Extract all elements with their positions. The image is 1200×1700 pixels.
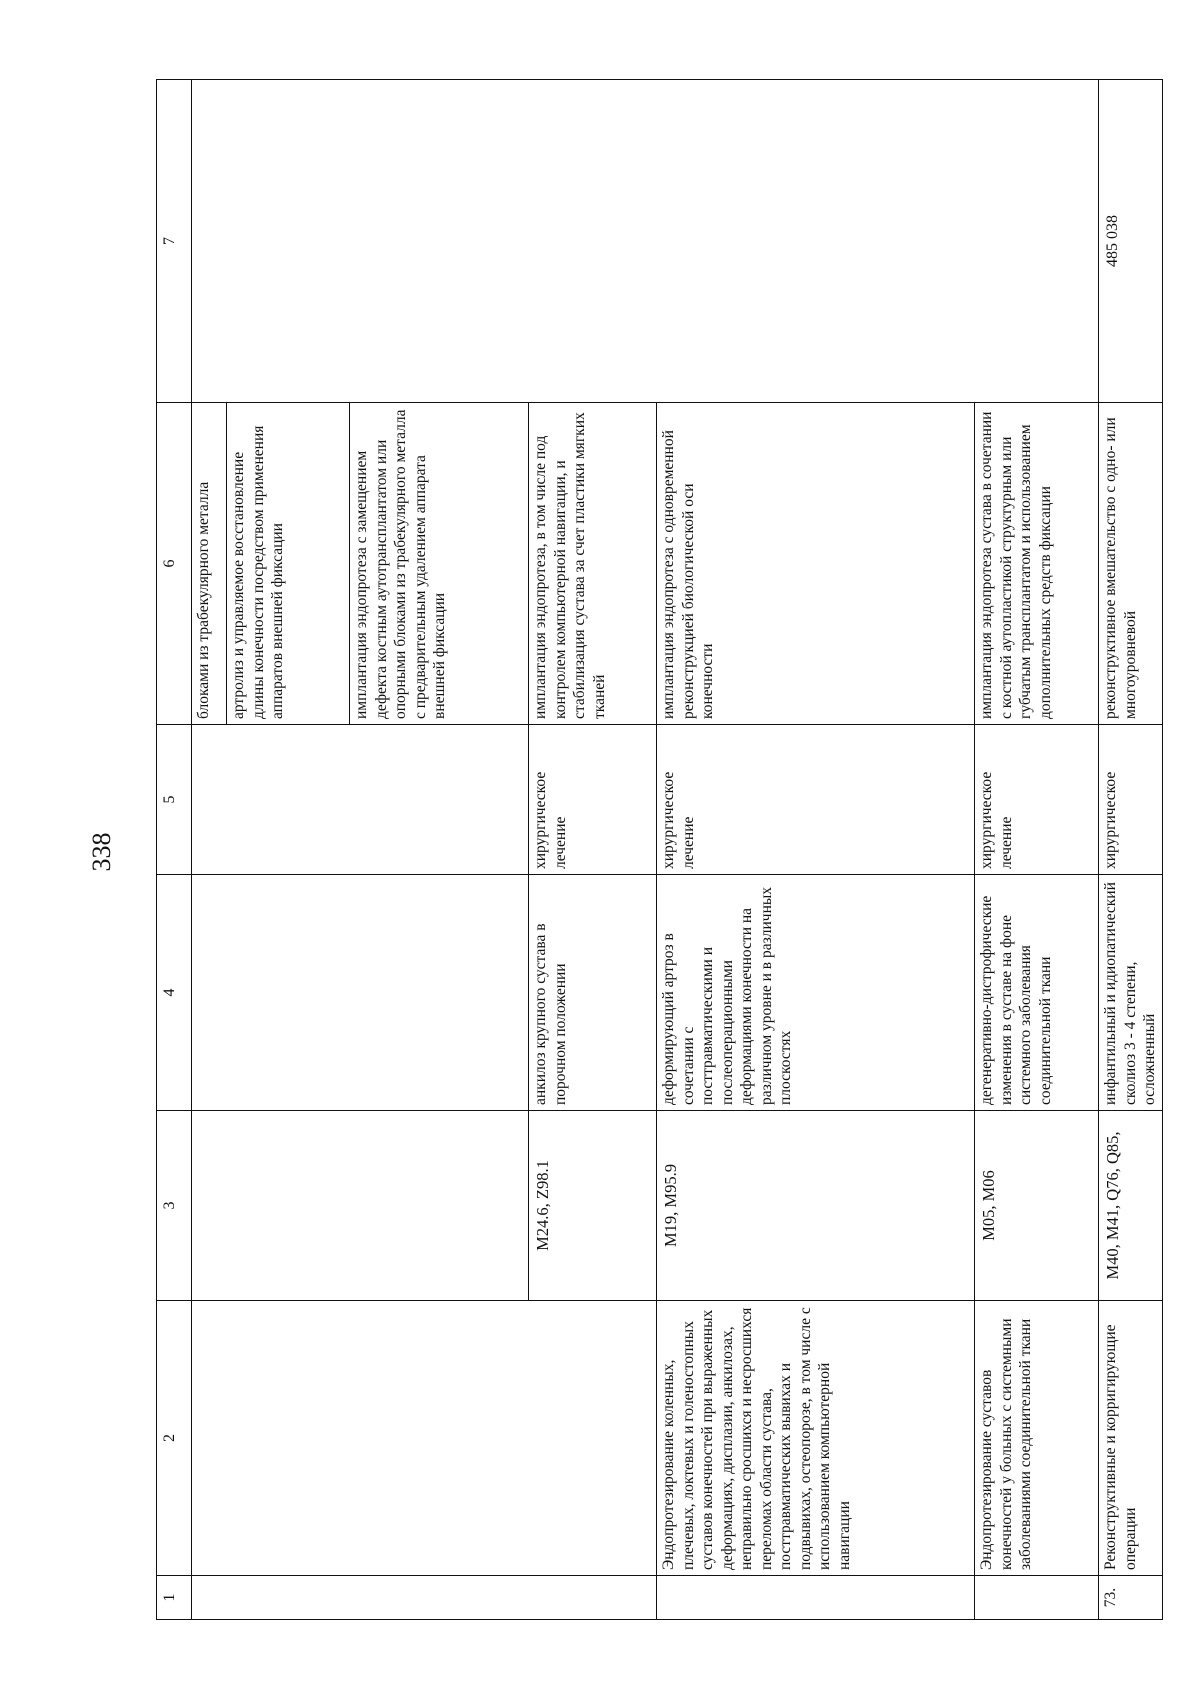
diagnosis-codes-cell: M19, M95.9	[657, 1111, 975, 1301]
method-cell: имплантация эндопротеза сустава в сочетании с костной аутопластикой структурным или губчатым трансплантатом и использованием дополнительных средств фиксации	[975, 403, 1099, 725]
procedures-table	[156, 79, 1163, 1620]
diagnosis-codes-cell	[192, 1111, 529, 1301]
column-header: 3	[157, 1111, 192, 1301]
patient-model-cell: анкилоз крупного сустава в порочном положении	[529, 875, 657, 1111]
row-number-cell	[657, 1576, 975, 1620]
row-number-cell	[975, 1576, 1099, 1620]
method-item: блоками из трабекулярного металла	[195, 481, 212, 719]
patient-model-cell	[192, 875, 529, 1111]
row-number-cell	[192, 1576, 657, 1620]
rotated-table-container	[156, 80, 1158, 1620]
table-row	[192, 80, 529, 1620]
page-number: 338	[87, 832, 116, 872]
patient-model-cell: дегенеративно-дистрофические изменения в суставе на фоне системного заболевания соединительной ткани	[975, 875, 1099, 1111]
column-header: 7	[157, 80, 192, 403]
price-cell	[192, 80, 1099, 403]
diagnosis-codes-cell: M24.6, Z98.1	[529, 1111, 657, 1301]
method-item: имплантация эндопротеза с замещением дефекта костным аутотрансплантатом или опорными блоками из трабекулярного металла с предварительным удалением аппарата внешней фиксации	[349, 403, 528, 724]
method-cell: имплантация эндопротеза, в том числе под контролем компьютерной навигации, и стабилизация сустава за счет пластики мягких тканей	[529, 403, 657, 725]
method-cell: реконструктивное вмешательство с одно- или многоуровневой	[1099, 403, 1163, 725]
column-header: 4	[157, 875, 192, 1111]
table-row	[1099, 80, 1163, 1620]
column-header: 1	[157, 1576, 192, 1620]
column-header: 6	[157, 403, 192, 725]
column-header: 2	[157, 1301, 192, 1576]
price-cell: 485 038	[1099, 80, 1163, 403]
procedure-name-cell	[192, 1301, 657, 1576]
patient-model-cell: деформирующий артроз в сочетании с посттравматическими и послеоперационными деформациями конечности на различном уровне и в различных плоскостях	[657, 875, 975, 1111]
diagnosis-codes-cell: M05, M06	[975, 1111, 1099, 1301]
method-item: артролиз и управляемое восстановление длины конечности посредством применения аппаратов внешней фиксации	[226, 403, 347, 724]
row-number-cell: 73.	[1099, 1576, 1163, 1620]
treatment-type-cell: хирургическое лечение	[529, 725, 657, 875]
procedure-name-cell: Эндопротезирование коленных, плечевых, локтевых и голеностопных суставов конечностей при выраженных деформациях, дисплазии, анкилозах, неправильно сросшихся и несросшихся переломах области сустава, посттравматических вывихах и подвывихах, остеопорозе, в том числе с использованием компьютерной навигации	[657, 1301, 975, 1576]
header-row	[157, 80, 192, 1620]
treatment-type-cell: хирургическое лечение	[657, 725, 975, 875]
procedure-name-cell: Реконструктивные и корригирующие операции	[1099, 1301, 1163, 1576]
column-header: 5	[157, 725, 192, 875]
procedure-name-cell: Эндопротезирование суставов конечностей у больных с системными заболеваниями соединительной ткани	[975, 1301, 1099, 1576]
diagnosis-codes-cell: M40, M41, Q76, Q85,	[1099, 1111, 1163, 1301]
method-cell	[192, 403, 529, 725]
patient-model-cell: инфантильный и идиопатический сколиоз 3 - 4 степени, осложненный	[1099, 875, 1163, 1111]
treatment-type-cell: хирургическое	[1099, 725, 1163, 875]
treatment-type-cell	[192, 725, 529, 875]
treatment-type-cell: хирургическое лечение	[975, 725, 1099, 875]
method-cell: имплантация эндопротеза с одновременной реконструкцией биологической оси конечности	[657, 403, 975, 725]
